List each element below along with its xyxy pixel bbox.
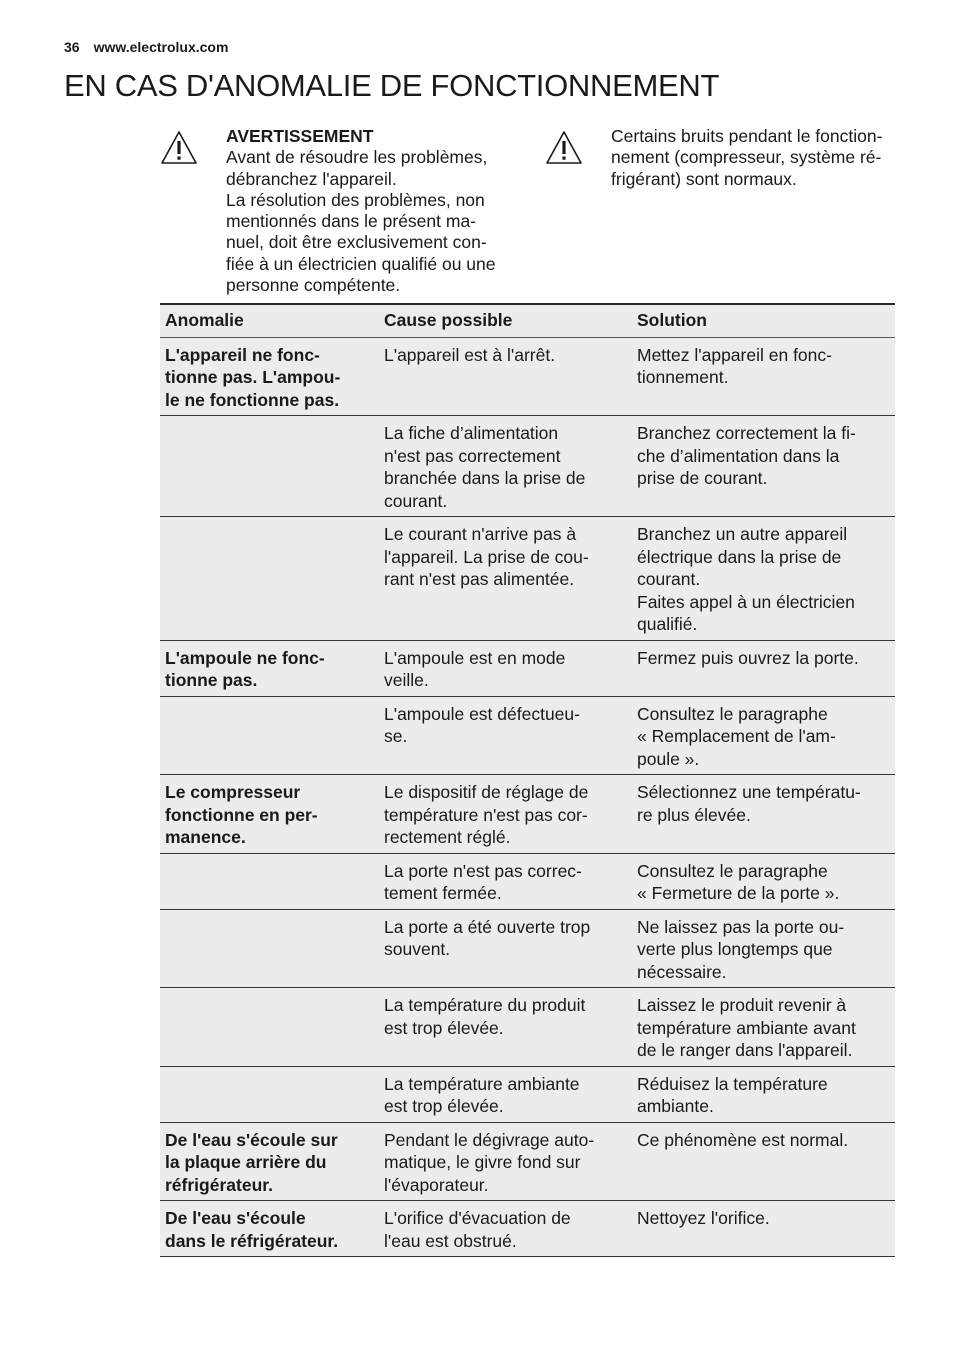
cell-line: température n'est pas cor- — [384, 804, 588, 825]
cell-line: Consultez le paragraphe — [637, 703, 828, 724]
warning-line: La résolution des problèmes, non — [226, 189, 485, 210]
solution-cell — [632, 640, 895, 696]
solution-cell — [632, 1122, 895, 1201]
column-header-cause: Cause possible — [379, 304, 632, 337]
table-row — [160, 909, 895, 988]
cell-line: fonctionne en per- — [165, 804, 318, 825]
cell-line: est trop élevée. — [384, 1017, 504, 1038]
cell-line: de le ranger dans l'appareil. — [637, 1040, 853, 1060]
warning-triangle-icon — [160, 130, 198, 165]
table-row — [160, 775, 895, 854]
table-row — [160, 1066, 895, 1122]
cell-line: L'appareil ne fonc- — [165, 344, 320, 365]
anomalie-cell — [160, 988, 379, 1067]
cell-line: tionne pas. — [165, 670, 258, 690]
cell-line: L'appareil est à l'arrêt. — [384, 344, 556, 365]
cell-line: Faites appel à un électricien — [637, 591, 855, 612]
cell-line: L'orifice d'évacuation de — [384, 1208, 571, 1228]
cell-line: l'appareil. La prise de cou- — [384, 546, 589, 567]
column-header-anomalie: Anomalie — [160, 304, 379, 337]
cell-line: rant n'est pas alimentée. — [384, 569, 575, 589]
table-row — [160, 853, 895, 909]
cause-cell — [379, 909, 632, 988]
cell-line: tionne pas. L'ampou- — [165, 367, 341, 387]
cause-cell — [379, 1122, 632, 1201]
solution-cell — [632, 1201, 895, 1257]
cell-line: Branchez un autre appareil — [637, 524, 848, 544]
cause-cell — [379, 988, 632, 1067]
cell-line: souvent. — [384, 939, 451, 959]
warning-line: mentionnés dans le présent ma- — [226, 211, 476, 232]
cell-line: De l'eau s'écoule sur — [165, 1129, 338, 1150]
cell-line: se. — [384, 726, 408, 746]
cell-line: verte plus longtemps que — [637, 939, 833, 959]
cell-line: tement fermée. — [384, 883, 502, 903]
cell-line: l'évaporateur. — [384, 1174, 489, 1195]
warning-line: personne compétente. — [226, 275, 401, 296]
solution-cell — [632, 337, 895, 416]
page-title: EN CAS D'ANOMALIE DE FONCTIONNEMENT — [64, 68, 720, 103]
warning-line: Avant de résoudre les problèmes, — [226, 147, 488, 168]
cell-line: Nettoyez l'orifice. — [637, 1208, 770, 1228]
table-row — [160, 988, 895, 1067]
caution-line: Certains bruits pendant le fonction- — [611, 126, 883, 146]
cell-line: Réduisez la température — [637, 1073, 828, 1094]
warning-text — [226, 126, 496, 296]
cell-line: courant. — [637, 569, 701, 589]
cell-line: Fermez puis ouvrez la porte. — [637, 647, 859, 668]
cell-line: Consultez le paragraphe — [637, 860, 828, 881]
cell-line: La porte n'est pas correc- — [384, 860, 582, 881]
table-row — [160, 416, 895, 517]
cell-line: Pendant le dégivrage auto- — [384, 1129, 595, 1150]
anomalie-cell — [160, 1122, 379, 1201]
solution-cell — [632, 1066, 895, 1122]
column-header-solution: Solution — [632, 304, 895, 337]
cause-cell — [379, 775, 632, 854]
cell-line: courant. — [384, 490, 448, 511]
cell-line: De l'eau s'écoule — [165, 1208, 306, 1228]
anomalie-cell — [160, 337, 379, 416]
cell-line: nécessaire. — [637, 961, 727, 982]
cell-line: l'eau est obstrué. — [384, 1230, 517, 1251]
cell-line: prise de courant. — [637, 468, 768, 488]
cell-line: n'est pas correctement — [384, 445, 561, 466]
table-row — [160, 696, 895, 775]
cell-line: Le compresseur — [165, 782, 301, 802]
cause-cell — [379, 853, 632, 909]
cause-cell — [379, 640, 632, 696]
cell-line: rectement réglé. — [384, 827, 511, 847]
cell-line: La température ambiante — [384, 1073, 580, 1094]
table-row — [160, 1122, 895, 1201]
cause-cell — [379, 416, 632, 517]
cause-cell — [379, 517, 632, 641]
cell-line: manence. — [165, 827, 246, 847]
cell-line: Laissez le produit revenir à — [637, 995, 847, 1015]
cell-line: électrique dans la prise de — [637, 546, 842, 567]
anomalie-cell — [160, 517, 379, 641]
caution-line: frigérant) sont normaux. — [611, 168, 797, 189]
cell-line: matique, le givre fond sur — [384, 1152, 581, 1172]
anomalie-cell — [160, 1066, 379, 1122]
anomalie-cell — [160, 696, 379, 775]
website-url: www.electrolux.com — [93, 39, 229, 55]
cell-line: « Fermeture de la porte ». — [637, 883, 840, 903]
cell-line: poule ». — [637, 748, 700, 769]
warning-heading: AVERTISSEMENT — [226, 126, 374, 146]
cell-line: la plaque arrière du — [165, 1152, 327, 1172]
cell-line: L'ampoule est défectueu- — [384, 703, 580, 724]
anomalie-cell — [160, 853, 379, 909]
cell-line: Sélectionnez une températu- — [637, 782, 861, 802]
warning-line: nuel, doit être exclusivement con- — [226, 232, 487, 253]
solution-cell — [632, 909, 895, 988]
cause-cell — [379, 696, 632, 775]
cell-line: che d’alimentation dans la — [637, 445, 840, 466]
cell-line: Le courant n'arrive pas à — [384, 524, 577, 544]
warning-line: débranchez l'appareil. — [226, 168, 397, 189]
cell-line: L'ampoule est en mode — [384, 647, 566, 668]
cause-cell — [379, 1201, 632, 1257]
cell-line: température ambiante avant — [637, 1017, 856, 1038]
page-header — [64, 39, 228, 55]
anomalie-cell — [160, 416, 379, 517]
table-row — [160, 640, 895, 696]
solution-cell — [632, 517, 895, 641]
solution-cell — [632, 988, 895, 1067]
cell-line: tionnement. — [637, 367, 729, 387]
cell-line: dans le réfrigérateur. — [165, 1230, 339, 1251]
page-number: 36 — [64, 39, 80, 55]
cell-line: La porte a été ouverte trop — [384, 916, 591, 937]
troubleshooting-table — [160, 303, 895, 1257]
cell-line: veille. — [384, 670, 429, 690]
table-row — [160, 517, 895, 641]
anomalie-cell — [160, 775, 379, 854]
table-row — [160, 1201, 895, 1257]
cell-line: Branchez correctement la fi- — [637, 423, 856, 443]
table-row — [160, 337, 895, 416]
solution-cell — [632, 696, 895, 775]
cell-line: La fiche d’alimentation — [384, 423, 559, 443]
cell-line: ambiante. — [637, 1096, 714, 1116]
cell-line: re plus élevée. — [637, 804, 751, 825]
solution-cell — [632, 416, 895, 517]
cell-line: La température du produit — [384, 995, 586, 1015]
warning-line: fiée à un électricien qualifié ou une — [226, 253, 496, 274]
cell-line: Ne laissez pas la porte ou- — [637, 916, 845, 937]
solution-cell — [632, 853, 895, 909]
cell-line: L'ampoule ne fonc- — [165, 647, 325, 668]
cell-line: est trop élevée. — [384, 1096, 504, 1116]
caution-line: nement (compresseur, système ré- — [611, 147, 882, 168]
solution-cell — [632, 775, 895, 854]
cell-line: Le dispositif de réglage de — [384, 782, 589, 802]
anomalie-cell — [160, 909, 379, 988]
warning-triangle-icon — [545, 130, 583, 165]
table-body — [160, 337, 895, 1257]
caution-text — [611, 126, 882, 190]
cell-line: le ne fonctionne pas. — [165, 389, 340, 410]
cell-line: « Remplacement de l'am- — [637, 726, 836, 746]
table-header-row — [160, 304, 895, 337]
cell-line: qualifié. — [637, 614, 698, 634]
anomalie-cell — [160, 640, 379, 696]
cell-line: Ce phénomène est normal. — [637, 1129, 849, 1150]
anomalie-cell — [160, 1201, 379, 1257]
cause-cell — [379, 337, 632, 416]
cell-line: Mettez l'appareil en fonc- — [637, 344, 832, 365]
cell-line: branchée dans la prise de — [384, 468, 586, 488]
cause-cell — [379, 1066, 632, 1122]
cell-line: réfrigérateur. — [165, 1174, 273, 1195]
